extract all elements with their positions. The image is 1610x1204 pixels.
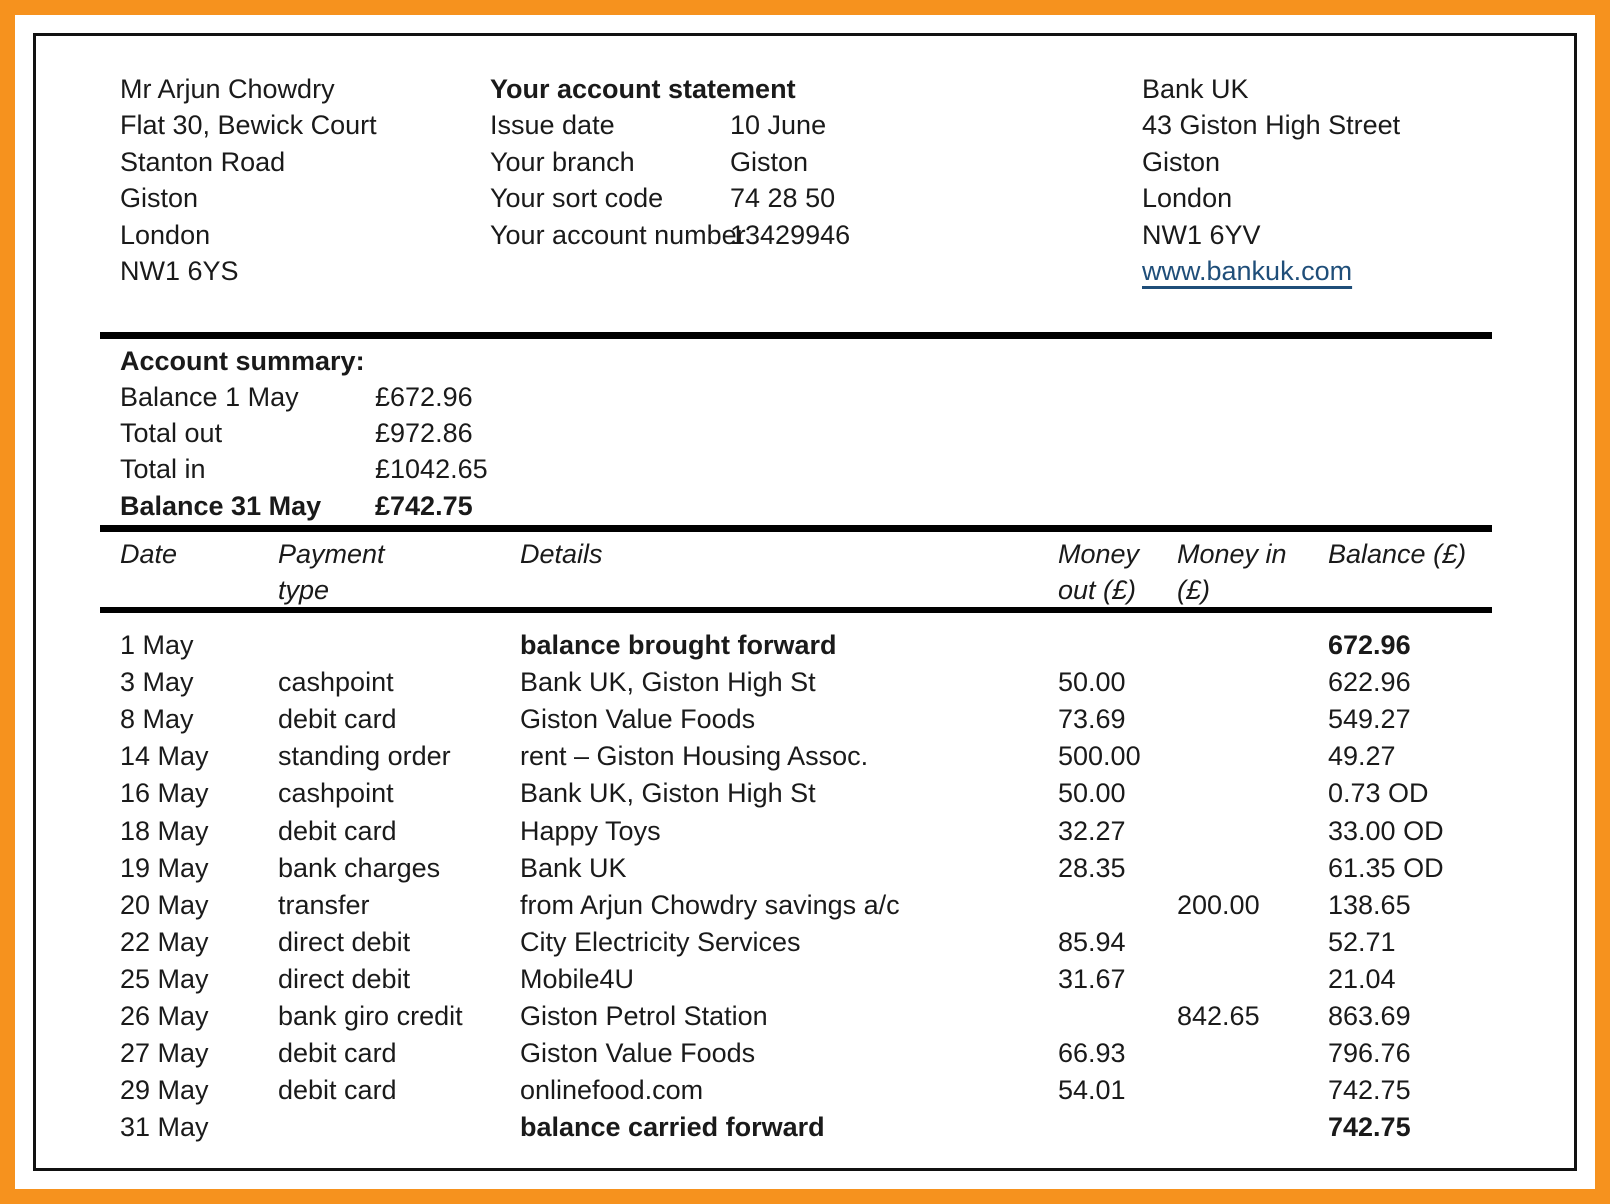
txn-details-cell: balance brought forward xyxy=(520,630,837,660)
txn-money-out-cell: 50.00 xyxy=(1058,667,1126,698)
txn-date-cell: 19 May xyxy=(120,852,209,883)
table-row xyxy=(15,998,1559,1035)
txn-details-cell: Mobile4U xyxy=(520,963,635,994)
txn-money-out-cell: 28.35 xyxy=(1058,852,1126,883)
txn-date-cell: 29 May xyxy=(120,1075,209,1106)
txn-balance-cell: 549.27 xyxy=(1328,704,1411,735)
divider-top xyxy=(100,332,1492,339)
txn-balance-cell: 622.96 xyxy=(1328,667,1411,698)
txn-payment-type-cell: cashpoint xyxy=(278,778,394,809)
txn-date-cell: 14 May xyxy=(120,741,209,772)
table-row xyxy=(15,627,1559,664)
txn-date-cell: 8 May xyxy=(120,704,194,735)
summary-value: £672.96 xyxy=(375,382,473,412)
txn-date-cell: 20 May xyxy=(120,889,209,920)
txn-details-cell: balance carried forward xyxy=(520,1112,825,1143)
txn-money-out-cell: 54.01 xyxy=(1058,1075,1126,1106)
col-header-balance: Balance (£) xyxy=(1328,539,1467,569)
customer-address xyxy=(120,71,377,289)
txn-date-cell: 31 May xyxy=(120,1112,209,1143)
summary-row xyxy=(120,451,488,487)
txn-date-cell: 25 May xyxy=(120,963,209,994)
txn-payment-type-cell: bank giro credit xyxy=(278,1001,463,1031)
address-line: Giston xyxy=(1142,146,1221,177)
txn-balance-cell: 742.75 xyxy=(1328,1075,1411,1106)
table-row xyxy=(15,1072,1559,1109)
summary-label: Balance 31 May xyxy=(120,490,322,521)
txn-balance-cell: 0.73 OD xyxy=(1328,778,1429,809)
table-row xyxy=(15,664,1559,701)
field-value: Giston xyxy=(730,146,809,177)
txn-money-out-cell: 32.27 xyxy=(1058,815,1126,846)
address-line: Mr Arjun Chowdry xyxy=(120,74,335,104)
statement-details xyxy=(490,71,1130,253)
address-line: Stanton Road xyxy=(120,146,286,177)
txn-details-cell: City Electricity Services xyxy=(520,926,801,957)
txn-date-cell: 1 May xyxy=(120,630,194,660)
txn-money-out-cell: 31.67 xyxy=(1058,963,1126,994)
summary-row xyxy=(120,488,473,524)
txn-details-cell: Bank UK, Giston High St xyxy=(520,667,816,698)
address-line: Giston xyxy=(120,183,199,214)
txn-payment-type-cell: debit card xyxy=(278,704,397,735)
summary-label: Total in xyxy=(120,454,206,485)
txn-details-cell: rent – Giston Housing Assoc. xyxy=(520,741,869,772)
txn-balance-cell: 33.00 OD xyxy=(1328,815,1444,846)
address-line: 43 Giston High Street xyxy=(1142,110,1401,141)
field-label: Your sort code xyxy=(490,183,664,214)
txn-payment-type-cell: debit card xyxy=(278,1038,397,1069)
txn-money-out-cell: 66.93 xyxy=(1058,1038,1126,1069)
txn-date-cell: 22 May xyxy=(120,926,209,957)
table-row xyxy=(15,775,1559,812)
address-line: London xyxy=(1142,183,1233,214)
txn-balance-cell: 742.75 xyxy=(1328,1112,1411,1143)
field-value: 74 28 50 xyxy=(730,183,836,214)
txn-money-in-cell: 200.00 xyxy=(1177,889,1260,920)
txn-date-cell: 16 May xyxy=(120,778,209,809)
field-value: 13429946 xyxy=(730,219,851,250)
address-line: London xyxy=(120,219,211,250)
table-row xyxy=(15,738,1559,775)
txn-details-cell: Bank UK xyxy=(520,852,627,883)
txn-payment-type-cell: debit card xyxy=(278,1075,397,1106)
statement-title: Your account statement xyxy=(490,74,796,104)
table-row xyxy=(15,961,1559,998)
table-row xyxy=(15,850,1559,887)
address-line: Flat 30, Bewick Court xyxy=(120,110,377,141)
table-row xyxy=(15,813,1559,850)
txn-details-cell: from Arjun Chowdry savings a/c xyxy=(520,889,900,920)
statement-field-row xyxy=(490,217,1130,253)
col-header-date: Date xyxy=(120,539,178,569)
txn-balance-cell: 672.96 xyxy=(1328,630,1411,660)
field-label: Your branch xyxy=(490,146,635,177)
summary-value: £742.75 xyxy=(375,490,473,521)
txn-payment-type-cell: transfer xyxy=(278,889,370,920)
txn-balance-cell: 49.27 xyxy=(1328,741,1396,772)
txn-payment-type-cell: bank charges xyxy=(278,852,441,883)
col-header-money-out: Money out (£) xyxy=(1058,539,1140,605)
txn-payment-type-cell: standing order xyxy=(278,741,451,772)
summary-row xyxy=(120,415,473,451)
field-label: Your account number xyxy=(490,219,746,250)
txn-balance-cell: 61.35 OD xyxy=(1328,852,1444,883)
col-header-payment-type: Payment type xyxy=(278,539,385,605)
txn-money-out-cell: 85.94 xyxy=(1058,926,1126,957)
txn-balance-cell: 138.65 xyxy=(1328,889,1411,920)
table-row xyxy=(15,924,1559,961)
txn-details-cell: onlinefood.com xyxy=(520,1075,704,1106)
summary-label: Total out xyxy=(120,418,223,449)
account-summary-rows xyxy=(120,379,488,524)
txn-payment-type-cell: direct debit xyxy=(278,963,411,994)
address-line: Bank UK xyxy=(1142,74,1249,104)
txn-details-cell: Giston Petrol Station xyxy=(520,1001,768,1031)
txn-date-cell: 26 May xyxy=(120,1001,209,1031)
col-header-money-in: Money in (£) xyxy=(1177,539,1287,605)
divider-above-table-header xyxy=(100,525,1492,532)
txn-details-cell: Bank UK, Giston High St xyxy=(520,778,816,809)
txn-details-cell: Giston Value Foods xyxy=(520,1038,756,1069)
field-value: 10 June xyxy=(730,110,827,141)
address-line: NW1 6YV xyxy=(1142,219,1261,250)
txn-details-cell: Giston Value Foods xyxy=(520,704,756,735)
txn-money-out-cell: 500.00 xyxy=(1058,741,1141,772)
txn-details-cell: Happy Toys xyxy=(520,815,661,846)
summary-label: Balance 1 May xyxy=(120,382,299,412)
field-label: Issue date xyxy=(490,110,615,141)
bank-address xyxy=(1142,71,1400,289)
summary-row xyxy=(120,379,473,415)
statement-field-row xyxy=(490,107,1130,143)
col-header-details: Details xyxy=(520,539,603,569)
txn-date-cell: 27 May xyxy=(120,1038,209,1069)
txn-money-out-cell: 50.00 xyxy=(1058,778,1126,809)
txn-date-cell: 3 May xyxy=(120,667,194,698)
txn-balance-cell: 863.69 xyxy=(1328,1001,1411,1031)
address-line: NW1 6YS xyxy=(120,256,239,287)
txn-balance-cell: 796.76 xyxy=(1328,1038,1411,1069)
bank-website-link[interactable]: www.bankuk.com xyxy=(1142,256,1353,287)
txn-money-in-cell: 842.65 xyxy=(1177,1001,1260,1031)
txn-payment-type-cell: debit card xyxy=(278,815,397,846)
table-row xyxy=(15,701,1559,738)
summary-value: £972.86 xyxy=(375,418,473,449)
txn-payment-type-cell: cashpoint xyxy=(278,667,394,698)
statement-field-row xyxy=(490,180,1130,216)
statement-field-row xyxy=(490,144,1130,180)
table-row xyxy=(15,1109,1559,1146)
table-row xyxy=(15,887,1559,924)
txn-payment-type-cell: direct debit xyxy=(278,926,411,957)
txn-money-out-cell: 73.69 xyxy=(1058,704,1126,735)
txn-balance-cell: 52.71 xyxy=(1328,926,1396,957)
table-row xyxy=(15,1035,1559,1072)
account-summary-title: Account summary: xyxy=(120,346,365,376)
summary-value: £1042.65 xyxy=(375,454,488,485)
statement-fields xyxy=(490,107,1130,253)
bank-address-lines xyxy=(1142,71,1400,253)
txn-balance-cell: 21.04 xyxy=(1328,963,1396,994)
txn-date-cell: 18 May xyxy=(120,815,209,846)
